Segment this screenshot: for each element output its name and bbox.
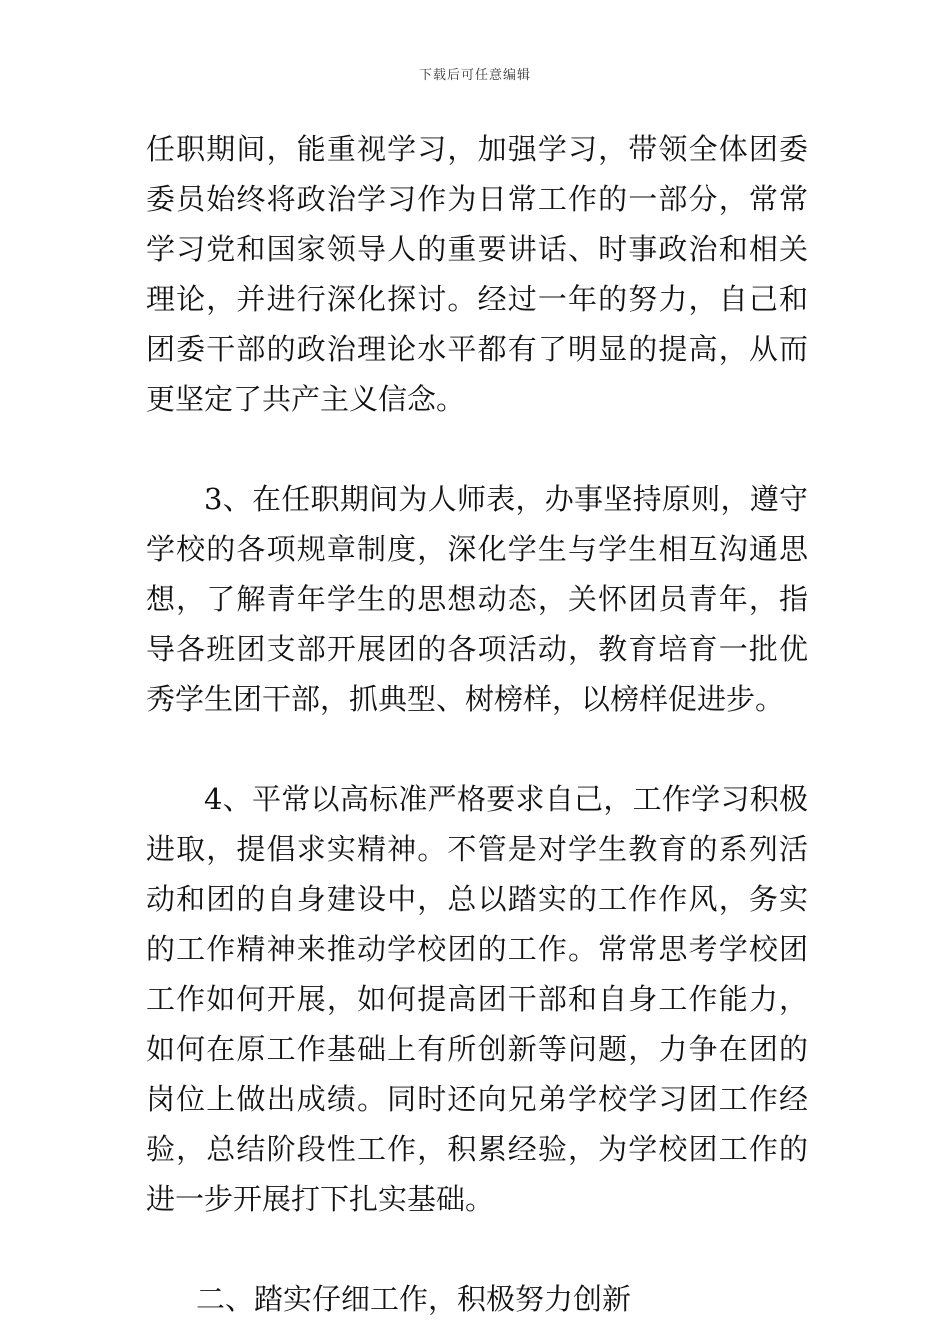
- section-heading: 二、踏实仔细工作，积极努力创新: [196, 1282, 632, 1316]
- page-header: 下载后可任意编辑: [418, 68, 531, 83]
- paragraph-study: 任职期间，能重视学习，加强学习，带领全体团委委员始终将政治学习作为日常工作的一部分，常常学习党和国家领导人的重要讲话、时事政治和相关理论，并进行深化探讨。经过一年的努力，自己和团委干部的政治理论水平都有了明显的提高，从而更坚定了共产主义信念。: [146, 132, 808, 416]
- paragraph-item-3: 3、在任职期间为人师表，办事坚持原则，遵守学校的各项规章制度，深化学生与学生相互沟通思想，了解青年学生的思想动态，关怀团员青年，指导各班团支部开展团的各项活动，教育培育一批优秀学生团干部，抓典型、树榜样，以榜样促进步。: [146, 482, 808, 716]
- paragraph-item-4: 4、平常以高标准严格要求自己，工作学习积极进取，提倡求实精神。不管是对学生教育的系列活动和团的自身建设中，总以踏实的工作作风，务实的工作精神来推动学校团的工作。常常思考学校团工作如何开展，如何提高团干部和自身工作能力，如何在原工作基础上有所创新等问题，力争在团的岗位上做出成绩。同时还向兄弟学校学习团工作经验，总结阶段性工作，积累经验，为学校团工作的进一步开展打下扎实基础。: [146, 782, 808, 1216]
- document-body: [146, 124, 808, 1324]
